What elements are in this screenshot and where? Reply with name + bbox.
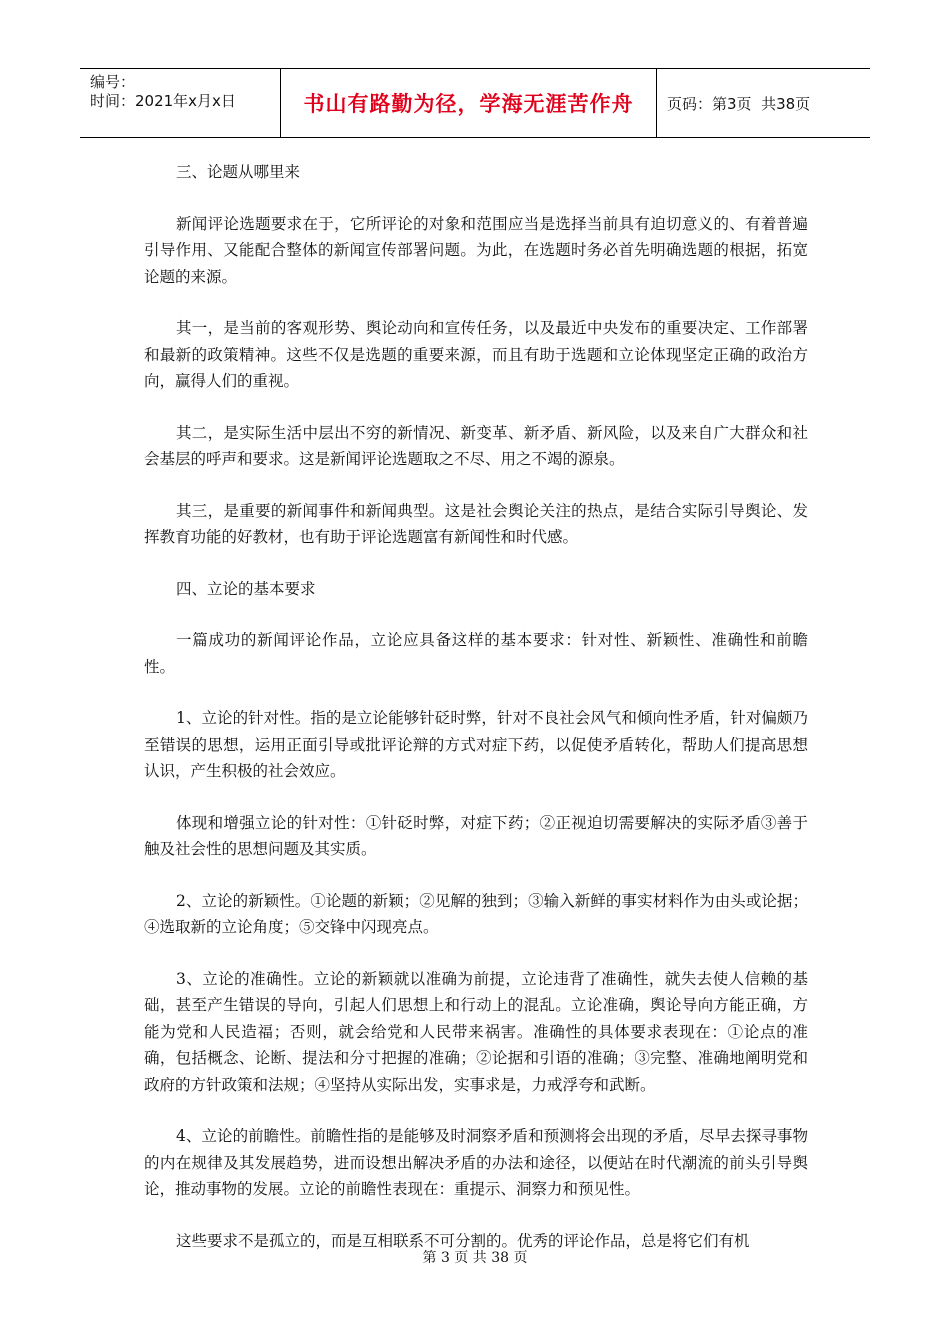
paragraph: 1、立论的针对性。指的是立论能够针砭时弊，针对不良社会风气和倾向性矛盾，针对偏颇乃至错误的思想，运用正面引导或批评论辩的方式对症下药，以促使矛盾转化，帮助人们提高思想认识，产生积极的社会效应。 (144, 709, 808, 780)
paragraph: 3、立论的准确性。立论的新颖就以准确为前提，立论违背了准确性，就失去使人信赖的基础，甚至产生错误的导向，引起人们思想上和行动上的混乱。立论准确，舆论导向方能正确，方能为党和人民造福；否则，就会给党和人民带来祸害。准确性的具体要求表现在：①论点的准确，包括概念、论断、提法和分寸把握的准确；②论据和引语的准确；③完整、准确地阐明党和政府的方针政策和法规；④坚持从实际出发，实事求是，力戒浮夸和武断。 (144, 969, 808, 1094)
paragraph: 这些要求不是孤立的，而是互相联系不可分割的。优秀的评论作品，总是将它们有机 (176, 1231, 750, 1250)
page-footer: 第 3 页 共 38 页 (422, 1250, 528, 1266)
paragraph: 新闻评论选题要求在于，它所评论的对象和范围应当是选择当前具有迫切意义的、有着普遍引导作用、又能配合整体的新闻宣传部署问题。为此，在选题时务必首先明确选题的根据，拓宽论题的来源。 (144, 214, 808, 286)
paragraph: 4、立论的前瞻性。前瞻性指的是能够及时洞察矛盾和预测将会出现的矛盾，尽早去探寻事物的内在规律及其发展趋势，进而设想出解决矛盾的办法和途径，以便站在时代潮流的前头引导舆论，推动事物的发展。立论的前瞻性表现在：重提示、洞察力和预见性。 (144, 1127, 808, 1198)
document-number: 编号： (90, 73, 136, 91)
section-heading: 四、立论的基本要求 (176, 579, 316, 598)
paragraph: 其三，是重要的新闻事件和新闻典型。这是社会舆论关注的热点，是结合实际引导舆论、发挥教育功能的好教材，也有助于评论选题富有新闻性和时代感。 (144, 501, 808, 546)
paragraph: 其二，是实际生活中层出不穷的新情况、新变革、新矛盾、新风险，以及来自广大群众和社会基层的呼声和要求。这是新闻评论选题取之不尽、用之不竭的源泉。 (144, 423, 808, 468)
document-body (144, 159, 808, 1279)
page-code-text: 页码：第3页 共38页 (667, 94, 811, 113)
header-meta (80, 69, 281, 137)
document-date: 时间：2021年x月x日 (90, 92, 236, 110)
paragraph: 体现和增强立论的针对性：①针砭时弊，对症下药；②正视迫切需要解决的实际矛盾③善于触及社会性的思想问题及其实质。 (144, 813, 808, 858)
paragraph: 一篇成功的新闻评论作品，立论应具备这样的基本要求：针对性、新颖性、准确性和前瞻性。 (144, 631, 808, 676)
header-motto: 书山有路勤为径，学海无涯苦作舟 (281, 69, 657, 137)
page-header (80, 68, 870, 138)
paragraph: 2、立论的新颖性。①论题的新颖；②见解的独到；③输入新鲜的事实材料作为由头或论据；④选取新的立论角度；⑤交锋中闪现亮点。 (144, 891, 808, 936)
header-page-code (657, 69, 870, 137)
section-heading: 三、论题从哪里来 (176, 163, 301, 181)
paragraph: 其一，是当前的客观形势、舆论动向和宣传任务，以及最近中央发布的重要决定、工作部署和最新的政策精神。这些不仅是选题的重要来源，而且有助于选题和立论体现坚定正确的政治方向，赢得人们的重视。 (144, 319, 808, 390)
